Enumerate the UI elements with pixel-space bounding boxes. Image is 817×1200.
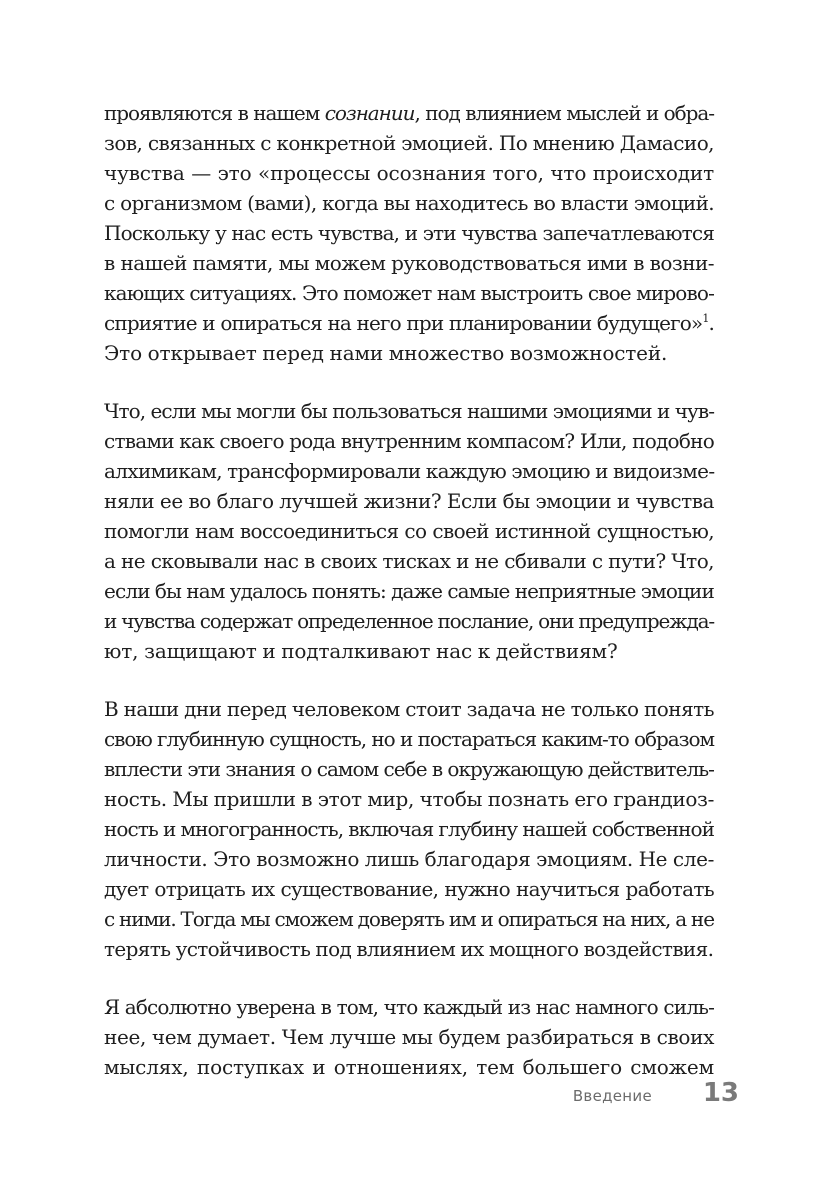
text-run: зов, связанных с конкретной эмоцией. По мнению Дамасио, — [104, 131, 714, 155]
text-run: нее, чем думает. Чем лучше мы будем разбираться в своих — [104, 1025, 714, 1049]
text-line — [104, 456, 714, 486]
text-run: свою глубинную сущность, но и постараться каким-то образом — [104, 727, 714, 751]
text-line — [104, 308, 714, 338]
text-line — [104, 576, 714, 606]
text-line — [104, 338, 714, 368]
text-line — [104, 636, 714, 666]
text-line — [104, 98, 714, 128]
text-line — [104, 814, 714, 844]
text-run: с организмом (вами), когда вы находитесь во власти эмоций. — [104, 191, 714, 215]
text-line — [104, 158, 714, 188]
text-run: Я абсолютно уверена в том, что каждый из нас намного силь- — [104, 995, 714, 1019]
text-line — [104, 934, 714, 964]
text-run: в нашей памяти, мы можем руководствоваться ими в возни- — [104, 251, 714, 275]
text-run: ность и многогранность, включая глубину нашей собственной — [104, 817, 714, 841]
text-run: Это открывает перед нами множество возможностей. — [104, 341, 668, 365]
text-run: терять устойчивость под влиянием их мощного воздействия. — [104, 937, 714, 961]
text-line — [104, 874, 714, 904]
text-line — [104, 426, 714, 456]
text-run: сприятие и опираться на него при планировании будущего» — [104, 311, 703, 335]
paragraph — [104, 396, 714, 666]
text-run: алхимикам, трансформировали каждую эмоцию и видоизме- — [104, 459, 715, 483]
text-line — [104, 278, 714, 308]
text-run: Что, если мы могли бы пользоваться нашими эмоциями и чув- — [104, 399, 714, 423]
text-line — [104, 248, 714, 278]
text-line — [104, 754, 714, 784]
text-run: личности. Это возможно лишь благодаря эмоциям. Не сле- — [104, 847, 714, 871]
text-run: проявляются в нашем — [104, 101, 325, 125]
italic-term: сознании — [324, 101, 415, 125]
text-line — [104, 188, 714, 218]
text-run: и чувства содержат определенное послание, они предупрежда- — [104, 609, 714, 633]
text-line — [104, 396, 714, 426]
footnote-marker[interactable]: 1 — [702, 312, 709, 325]
text-line — [104, 694, 714, 724]
page-number: 13 — [702, 1078, 739, 1108]
text-line — [104, 486, 714, 516]
text-run: чувства — это «процессы осознания того, что происходит — [104, 161, 714, 185]
text-run: ность. Мы пришли в этот мир, чтобы познать его грандиоз- — [104, 787, 714, 811]
text-run: вплести эти знания о самом себе в окружающую действитель- — [104, 757, 714, 781]
text-run: ствами как своего рода внутренним компасом? Или, подобно — [104, 429, 714, 453]
text-line — [104, 1052, 714, 1082]
text-run: кающих ситуациях. Это поможет нам выстроить свое мирово- — [104, 281, 714, 305]
text-run: мыслях, поступках и отношениях, тем большего сможем — [104, 1055, 714, 1079]
text-run: с ними. Тогда мы сможем доверять им и опираться на них, а не — [104, 907, 714, 931]
text-line — [104, 606, 714, 636]
text-run: В наши дни перед человеком стоит задача не только понять — [104, 697, 714, 721]
page-body — [104, 98, 714, 1110]
text-line — [104, 724, 714, 754]
text-line — [104, 546, 714, 576]
text-line — [104, 128, 714, 158]
text-line — [104, 516, 714, 546]
text-run: няли ее во благо лучшей жизни? Если бы эмоции и чувства — [104, 489, 714, 513]
text-line — [104, 1022, 714, 1052]
text-line — [104, 904, 714, 934]
text-run: а не сковывали нас в своих тисках и не сбивали с пути? Что, — [104, 549, 714, 573]
text-line — [104, 218, 714, 248]
text-run: , под влиянием мыслей и обра- — [414, 101, 714, 125]
text-line — [104, 992, 714, 1022]
paragraph — [104, 98, 714, 368]
text-run: ют, защищают и подталкивают нас к действиям? — [104, 639, 618, 663]
page-footer — [0, 1080, 817, 1120]
running-footer-section: Введение — [572, 1087, 652, 1105]
text-line — [104, 844, 714, 874]
text-run: . — [708, 311, 714, 335]
text-run: Поскольку у нас есть чувства, и эти чувства запечатлеваются — [104, 221, 714, 245]
text-line — [104, 784, 714, 814]
text-run: если бы нам удалось понять: даже самые неприятные эмоции — [104, 579, 714, 603]
text-run: помогли нам воссоединиться со своей истинной сущностью, — [104, 519, 714, 543]
paragraph — [104, 992, 714, 1082]
text-run: дует отрицать их существование, нужно научиться работать — [104, 877, 714, 901]
paragraph — [104, 694, 714, 964]
